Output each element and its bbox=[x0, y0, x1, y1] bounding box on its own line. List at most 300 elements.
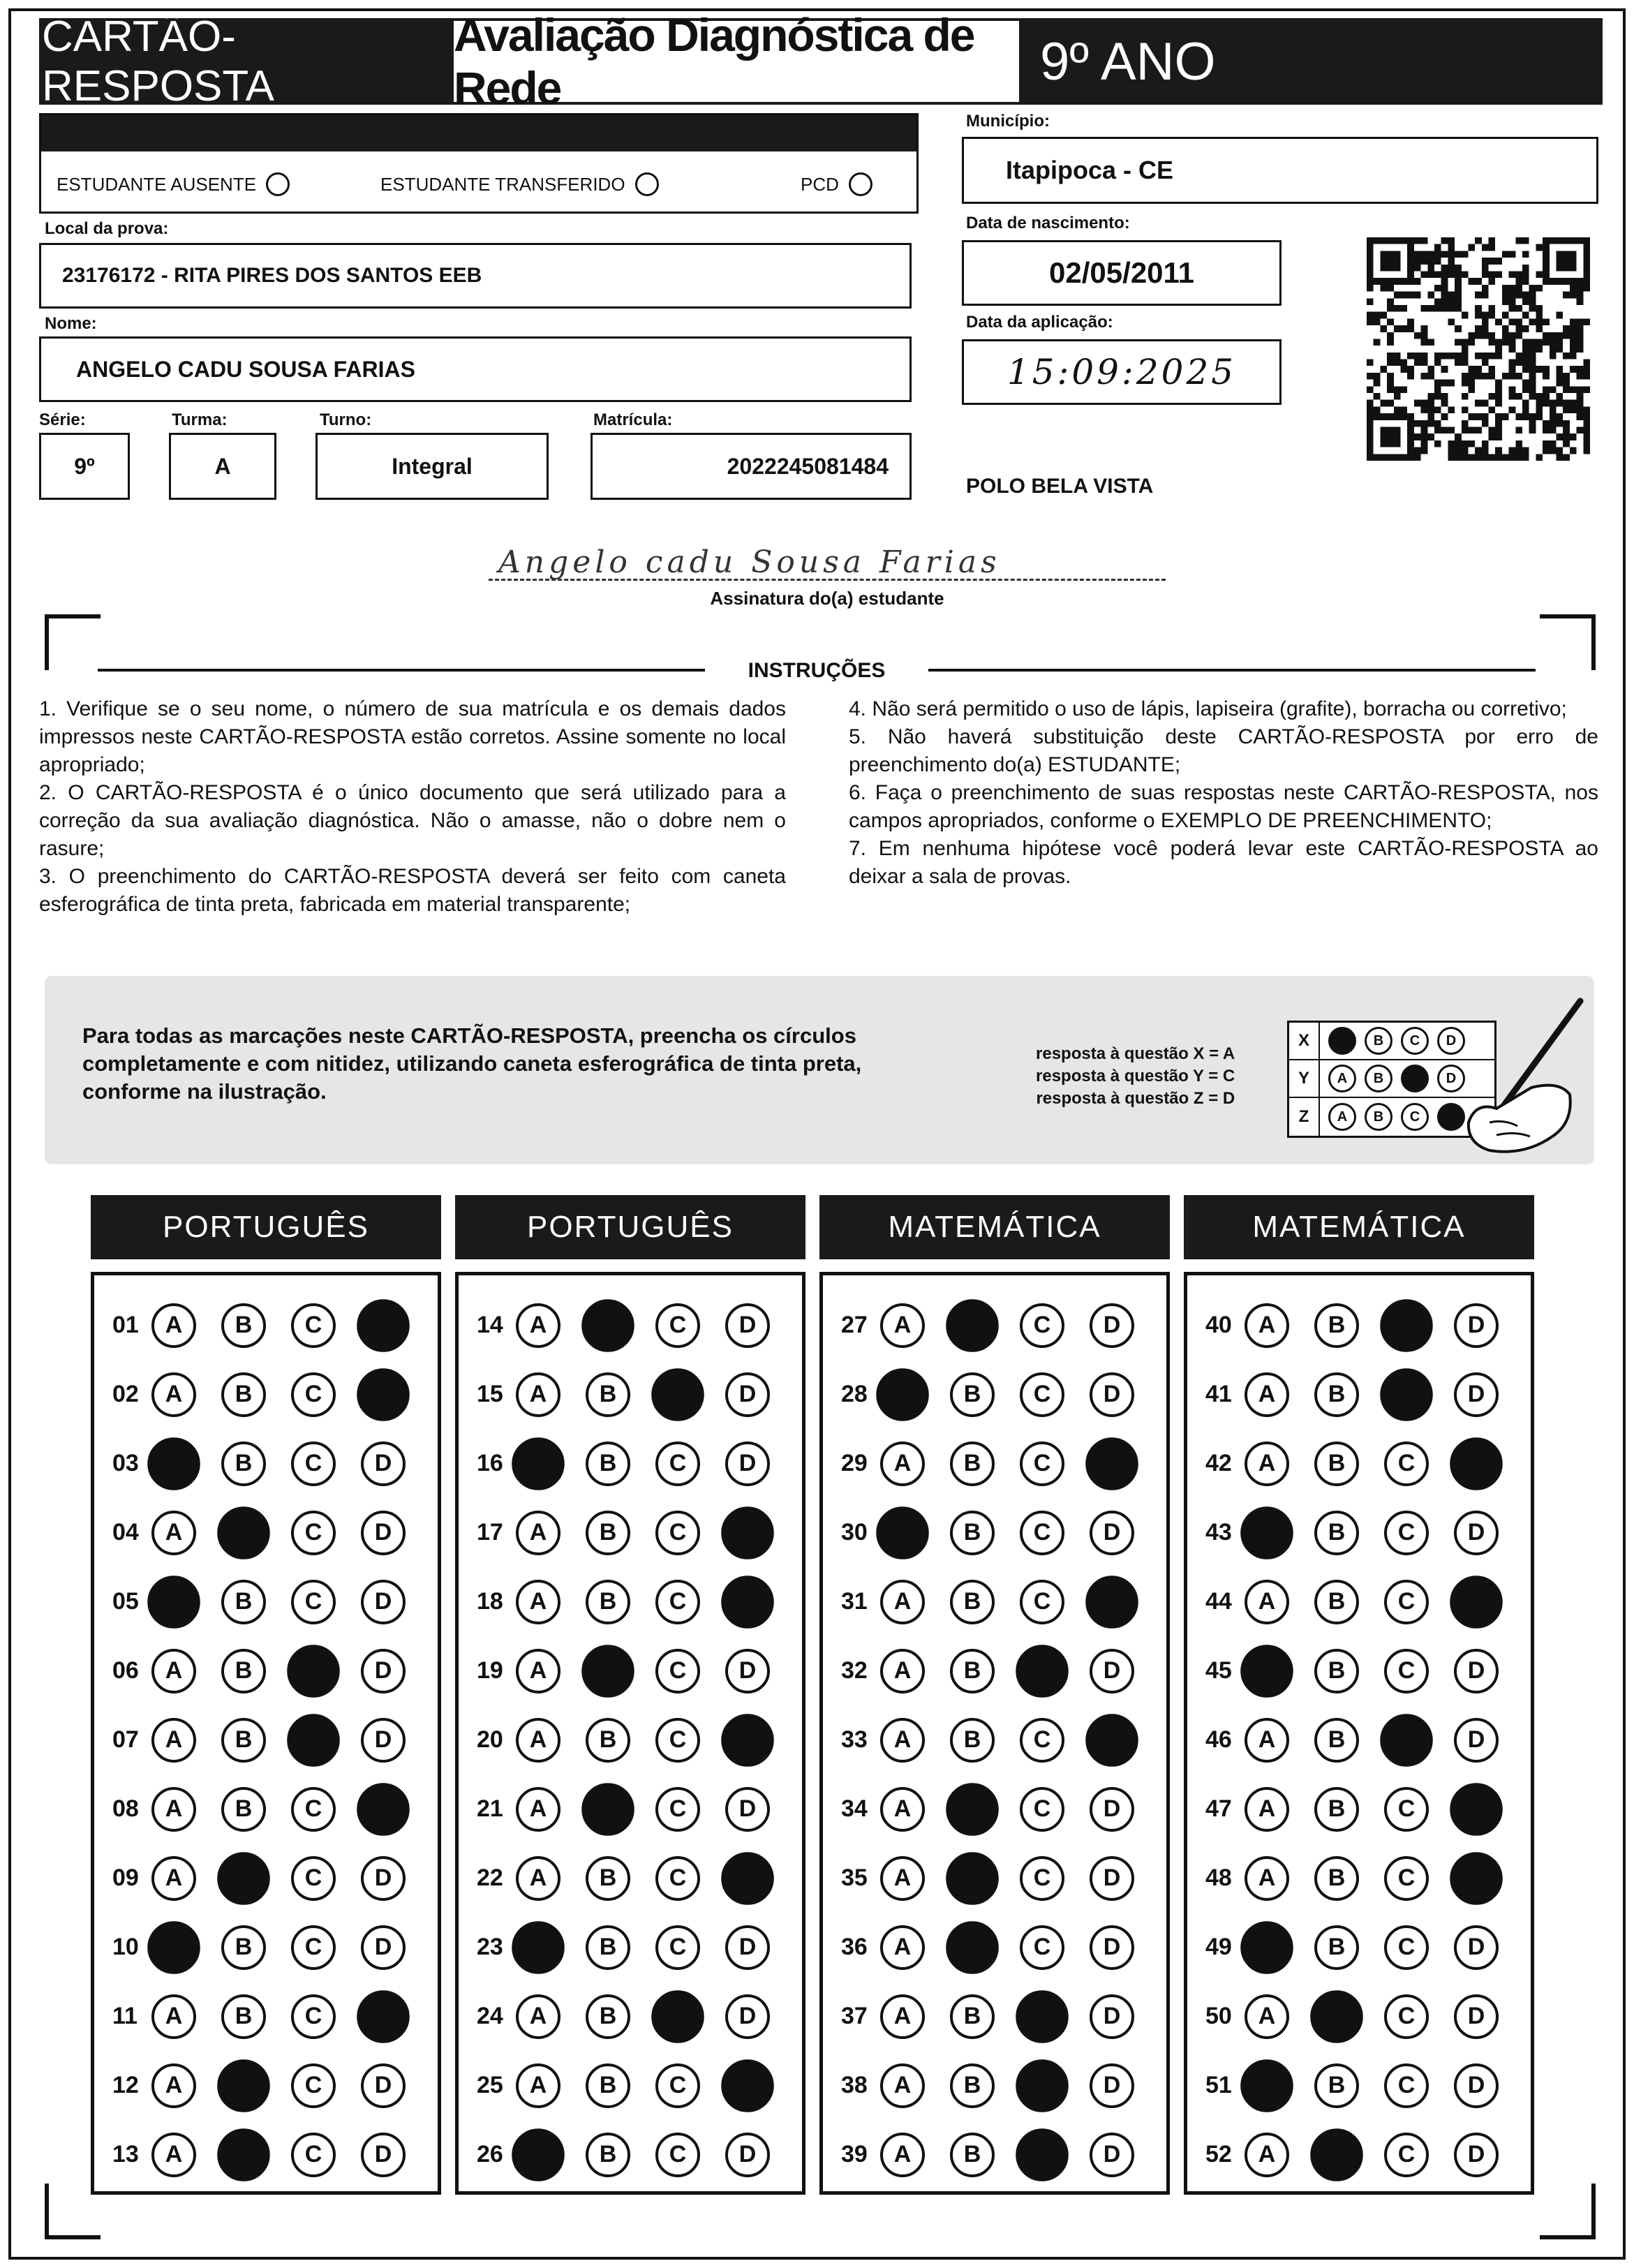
answer-bubble-a[interactable]: A bbox=[512, 1921, 565, 1974]
question-number: 47 bbox=[1205, 1795, 1232, 1822]
question-row bbox=[1187, 1567, 1531, 1636]
answer-bubble-a[interactable]: A bbox=[151, 1303, 196, 1348]
fill-example bbox=[45, 976, 1594, 1164]
column-title: PORTUGUÊS bbox=[455, 1195, 805, 1259]
question-number: 29 bbox=[841, 1450, 868, 1476]
answer-bubble-d[interactable]: D bbox=[725, 1649, 770, 1693]
answer-bubble-d[interactable]: D bbox=[721, 1506, 774, 1559]
answer-bubble-a[interactable]: A bbox=[516, 1718, 560, 1763]
answer-bubble-c[interactable]: C bbox=[1020, 1718, 1064, 1763]
answer-bubble-c[interactable]: C bbox=[287, 1714, 340, 1767]
question-number: 13 bbox=[112, 2141, 139, 2167]
status-absent[interactable] bbox=[57, 172, 290, 196]
question-number: 46 bbox=[1205, 1726, 1232, 1753]
answer-bubble-a[interactable]: A bbox=[151, 1511, 196, 1555]
answer-bubble-d[interactable]: D bbox=[1454, 1925, 1499, 1970]
answer-bubble-b[interactable]: B bbox=[586, 1925, 630, 1970]
answer-bubble-c[interactable]: C bbox=[291, 1303, 336, 1348]
answer-bubble-a[interactable]: A bbox=[516, 1994, 560, 2039]
answer-bubble-c[interactable]: C bbox=[655, 1580, 700, 1624]
answer-bubble-a[interactable]: A bbox=[880, 1787, 925, 1832]
question-row bbox=[1187, 1774, 1531, 1844]
column-title: MATEMÁTICA bbox=[819, 1195, 1170, 1259]
question-row bbox=[459, 1429, 802, 1498]
answer-bubble-a[interactable]: A bbox=[880, 2063, 925, 2108]
answer-bubble-b[interactable]: B bbox=[1314, 1787, 1359, 1832]
answer-bubble-a[interactable]: A bbox=[1245, 1994, 1289, 2039]
answer-bubble-a[interactable]: A bbox=[516, 1649, 560, 1693]
status-transferred-label: ESTUDANTE TRANSFERIDO bbox=[380, 173, 625, 195]
question-number: 16 bbox=[477, 1450, 503, 1476]
answer-bubble-d[interactable]: D bbox=[1090, 1649, 1134, 1693]
answer-bubble-d[interactable]: D bbox=[1090, 1856, 1134, 1901]
answer-bubble-d[interactable]: D bbox=[1090, 1372, 1134, 1417]
answer-bubble-b[interactable]: B bbox=[221, 1441, 266, 1486]
instructions-title: INSTRUÇÕES bbox=[705, 659, 928, 683]
answer-bubble-c[interactable]: C bbox=[655, 1856, 700, 1901]
question-number: 49 bbox=[1205, 1934, 1232, 1960]
answer-bubble-d[interactable]: D bbox=[1450, 1437, 1503, 1490]
answer-bubble-b[interactable]: B bbox=[217, 2059, 270, 2112]
answer-bubble-a[interactable]: A bbox=[151, 1787, 196, 1832]
answer-bubble-a[interactable]: A bbox=[151, 1994, 196, 2039]
answer-bubble-c[interactable]: C bbox=[1020, 1787, 1064, 1832]
answer-bubble-b[interactable]: B bbox=[586, 1511, 630, 1555]
hand-with-pen-icon bbox=[1448, 997, 1587, 1157]
answer-bubble-b[interactable]: B bbox=[581, 1645, 634, 1698]
answer-bubble-c[interactable]: C bbox=[291, 2063, 336, 2108]
answer-bubble-c[interactable]: C bbox=[1380, 1299, 1433, 1352]
question-number: 48 bbox=[1205, 1865, 1232, 1891]
answer-bubble-a[interactable]: A bbox=[151, 2133, 196, 2177]
answer-bubble-b[interactable]: B bbox=[221, 1580, 266, 1624]
answer-bubble-d[interactable]: D bbox=[725, 1372, 770, 1417]
question-number: 17 bbox=[477, 1519, 503, 1546]
answer-bubble-d[interactable]: D bbox=[361, 1925, 406, 1970]
answer-bubble-d[interactable]: D bbox=[1454, 1994, 1499, 2039]
answer-bubble-b[interactable]: B bbox=[586, 1580, 630, 1624]
answer-bubble-d[interactable]: D bbox=[361, 1580, 406, 1624]
answer-bubble-b[interactable]: B bbox=[1310, 2128, 1363, 2181]
aplicacao-label: Data da aplicação: bbox=[966, 313, 1113, 332]
answer-bubble-a[interactable]: A bbox=[516, 1303, 560, 1348]
answer-bubble-a[interactable]: A bbox=[516, 1787, 560, 1832]
answer-column bbox=[1184, 1195, 1534, 2195]
header-grade: 9º ANO bbox=[1040, 31, 1216, 91]
question-row bbox=[459, 1982, 802, 2051]
header-exam-name: Avaliação Diagnóstica de Rede bbox=[454, 21, 1019, 102]
answer-bubble-a[interactable]: A bbox=[880, 2133, 925, 2177]
answer-bubble-d[interactable]: D bbox=[721, 1576, 774, 1629]
answer-bubble-b[interactable]: B bbox=[581, 1299, 634, 1352]
answer-bubble-b[interactable]: B bbox=[221, 1925, 266, 1970]
answer-bubble-c[interactable]: C bbox=[1016, 2128, 1069, 2181]
answer-bubble-b[interactable]: B bbox=[1314, 1372, 1359, 1417]
question-number: 11 bbox=[112, 2003, 138, 2029]
answer-bubble-c[interactable]: C bbox=[1384, 1441, 1429, 1486]
answer-bubble-c[interactable]: C bbox=[1020, 1925, 1064, 1970]
answer-bubble-c[interactable]: C bbox=[291, 1580, 336, 1624]
question-number: 08 bbox=[112, 1795, 139, 1822]
example-bubble-a: A bbox=[1328, 1027, 1356, 1055]
answer-bubble-c[interactable]: C bbox=[291, 1787, 336, 1832]
answer-bubble-b[interactable]: B bbox=[950, 2063, 995, 2108]
answer-bubble-b[interactable]: B bbox=[586, 2133, 630, 2177]
answer-bubble-d[interactable]: D bbox=[725, 1441, 770, 1486]
answer-bubble-d[interactable]: D bbox=[1450, 1783, 1503, 1836]
example-row-label: Y bbox=[1289, 1060, 1320, 1097]
answer-bubble-b[interactable]: B bbox=[581, 1783, 634, 1836]
answer-bubble-d[interactable]: D bbox=[1090, 1303, 1134, 1348]
answer-bubble-d[interactable]: D bbox=[1454, 1372, 1499, 1417]
example-bubble-c: C bbox=[1401, 1027, 1429, 1055]
answer-bubble-c[interactable]: C bbox=[1384, 1649, 1429, 1693]
answer-bubble-d[interactable]: D bbox=[725, 1303, 770, 1348]
question-row bbox=[459, 1360, 802, 1429]
question-number: 40 bbox=[1205, 1312, 1232, 1338]
answer-bubble-c[interactable]: C bbox=[1016, 1990, 1069, 2043]
answer-bubble-a[interactable]: A bbox=[1245, 1580, 1289, 1624]
answer-bubble-a[interactable]: A bbox=[876, 1368, 929, 1421]
answer-bubble-c[interactable]: C bbox=[1384, 2063, 1429, 2108]
answer-bubble-b[interactable]: B bbox=[950, 1994, 995, 2039]
answer-bubble-c[interactable]: C bbox=[655, 1925, 700, 1970]
column-body bbox=[819, 1272, 1170, 2195]
question-number: 30 bbox=[841, 1519, 868, 1546]
question-number: 15 bbox=[477, 1381, 503, 1407]
answer-bubble-a[interactable]: A bbox=[516, 2063, 560, 2108]
question-number: 52 bbox=[1205, 2141, 1232, 2167]
answer-bubble-c[interactable]: C bbox=[1020, 1580, 1064, 1624]
answer-bubble-d[interactable]: D bbox=[1085, 1437, 1138, 1490]
answer-bubble-b[interactable]: B bbox=[1314, 2063, 1359, 2108]
nome-field: ANGELO CADU SOUSA FARIAS bbox=[39, 336, 912, 402]
answer-bubble-d[interactable]: D bbox=[1090, 2133, 1134, 2177]
example-key-z: resposta à questão Z = D bbox=[1036, 1089, 1235, 1108]
corner-mark-tl bbox=[45, 614, 101, 670]
header-bar bbox=[39, 9, 1603, 114]
answer-bubble-b[interactable]: B bbox=[586, 1441, 630, 1486]
column-title: MATEMÁTICA bbox=[1184, 1195, 1534, 1259]
answer-bubble-d[interactable]: D bbox=[357, 1299, 410, 1352]
answer-bubble-d[interactable]: D bbox=[725, 2133, 770, 2177]
nascimento-label: Data de nascimento: bbox=[966, 214, 1130, 232]
answer-bubble-a[interactable]: A bbox=[1240, 1921, 1293, 1974]
answer-bubble-a[interactable]: A bbox=[151, 1718, 196, 1763]
answer-bubble-b[interactable]: B bbox=[946, 1299, 999, 1352]
example-key-y: resposta à questão Y = C bbox=[1036, 1067, 1235, 1085]
answer-bubble-b[interactable]: B bbox=[586, 1372, 630, 1417]
absent-bubble[interactable] bbox=[266, 172, 290, 196]
answer-bubble-b[interactable]: B bbox=[1314, 1856, 1359, 1901]
answer-bubble-d[interactable]: D bbox=[725, 1787, 770, 1832]
answer-bubble-d[interactable]: D bbox=[357, 1783, 410, 1836]
answer-bubble-b[interactable]: B bbox=[950, 1372, 995, 1417]
question-number: 42 bbox=[1205, 1450, 1232, 1476]
question-row bbox=[823, 1291, 1166, 1360]
answer-bubble-b[interactable]: B bbox=[217, 1506, 270, 1559]
answer-bubble-a[interactable]: A bbox=[880, 1856, 925, 1901]
answer-bubble-d[interactable]: D bbox=[361, 1441, 406, 1486]
answer-bubble-d[interactable]: D bbox=[1454, 2133, 1499, 2177]
answer-bubble-c[interactable]: C bbox=[1380, 1368, 1433, 1421]
question-row bbox=[823, 1636, 1166, 1705]
answer-bubble-c[interactable]: C bbox=[655, 2133, 700, 2177]
answer-bubble-b[interactable]: B bbox=[1314, 1925, 1359, 1970]
answer-bubble-b[interactable]: B bbox=[221, 1649, 266, 1693]
question-row bbox=[823, 1844, 1166, 1913]
answer-bubble-d[interactable]: D bbox=[1085, 1714, 1138, 1767]
answer-bubble-b[interactable]: B bbox=[946, 1852, 999, 1905]
answer-bubble-b[interactable]: B bbox=[950, 1441, 995, 1486]
answer-bubble-b[interactable]: B bbox=[1314, 1649, 1359, 1693]
answer-bubble-b[interactable]: B bbox=[1314, 1511, 1359, 1555]
answer-bubble-a[interactable]: A bbox=[151, 1372, 196, 1417]
question-row bbox=[1187, 1498, 1531, 1567]
question-row bbox=[459, 2120, 802, 2189]
question-number: 41 bbox=[1205, 1381, 1232, 1407]
answer-bubble-a[interactable]: A bbox=[880, 1441, 925, 1486]
answer-bubble-d[interactable]: D bbox=[1090, 1787, 1134, 1832]
answer-bubble-c[interactable]: C bbox=[1384, 2133, 1429, 2177]
answer-bubble-d[interactable]: D bbox=[361, 1511, 406, 1555]
answer-bubble-a[interactable]: A bbox=[516, 1372, 560, 1417]
answer-bubble-a[interactable]: A bbox=[880, 1994, 925, 2039]
status-transferred[interactable] bbox=[380, 172, 659, 196]
column-body bbox=[455, 1272, 805, 2195]
answer-bubble-c[interactable]: C bbox=[1384, 1994, 1429, 2039]
question-row bbox=[823, 1498, 1166, 1567]
answer-bubble-b[interactable]: B bbox=[950, 1718, 995, 1763]
answer-bubble-b[interactable]: B bbox=[1310, 1990, 1363, 2043]
example-bubble-c: C bbox=[1401, 1065, 1429, 1092]
answer-bubble-d[interactable]: D bbox=[1454, 1303, 1499, 1348]
answer-bubble-a[interactable]: A bbox=[151, 1649, 196, 1693]
answer-bubble-d[interactable]: D bbox=[721, 2059, 774, 2112]
answer-bubble-a[interactable]: A bbox=[1245, 1303, 1289, 1348]
answer-bubble-c[interactable]: C bbox=[291, 1372, 336, 1417]
serie-field: 9º bbox=[39, 433, 130, 500]
answer-bubble-b[interactable]: B bbox=[217, 2128, 270, 2181]
answer-bubble-d[interactable]: D bbox=[1454, 2063, 1499, 2108]
answer-bubble-c[interactable]: C bbox=[291, 2133, 336, 2177]
answer-bubble-c[interactable]: C bbox=[1016, 1645, 1069, 1698]
answer-bubble-a[interactable]: A bbox=[880, 1925, 925, 1970]
answer-bubble-d[interactable]: D bbox=[1090, 1994, 1134, 2039]
answer-bubble-c[interactable]: C bbox=[1020, 1856, 1064, 1901]
answer-bubble-c[interactable]: C bbox=[1380, 1714, 1433, 1767]
answer-bubble-a[interactable]: A bbox=[147, 1921, 200, 1974]
question-row bbox=[823, 1774, 1166, 1844]
answer-bubble-d[interactable]: D bbox=[357, 1368, 410, 1421]
answer-bubble-b[interactable]: B bbox=[217, 1852, 270, 1905]
pcd-bubble[interactable] bbox=[849, 172, 872, 196]
answer-bubble-a[interactable]: A bbox=[512, 2128, 565, 2181]
answer-bubble-b[interactable]: B bbox=[586, 1994, 630, 2039]
answer-bubble-d[interactable]: D bbox=[721, 1852, 774, 1905]
question-number: 27 bbox=[841, 1312, 868, 1338]
answer-bubble-d[interactable]: D bbox=[361, 1856, 406, 1901]
matricula-field: 2022245081484 bbox=[591, 433, 912, 500]
question-row bbox=[94, 1360, 438, 1429]
question-row bbox=[94, 1982, 438, 2051]
question-number: 19 bbox=[477, 1657, 503, 1684]
transferred-bubble[interactable] bbox=[635, 172, 659, 196]
answer-bubble-c[interactable]: C bbox=[655, 1649, 700, 1693]
answer-bubble-b[interactable]: B bbox=[946, 1783, 999, 1836]
question-row bbox=[459, 1567, 802, 1636]
student-signature: Angelo cadu Sousa Farias bbox=[489, 544, 1166, 581]
answer-bubble-b[interactable]: B bbox=[221, 1303, 266, 1348]
answer-bubble-c[interactable]: C bbox=[1020, 1303, 1064, 1348]
answer-bubble-b[interactable]: B bbox=[1314, 1303, 1359, 1348]
answer-bubble-b[interactable]: B bbox=[221, 1994, 266, 2039]
question-row bbox=[823, 2120, 1166, 2189]
answer-bubble-c[interactable]: C bbox=[655, 2063, 700, 2108]
answer-bubble-a[interactable]: A bbox=[1245, 1372, 1289, 1417]
answer-bubble-a[interactable]: A bbox=[880, 1303, 925, 1348]
answer-bubble-c[interactable]: C bbox=[291, 1511, 336, 1555]
answer-bubble-a[interactable]: A bbox=[1245, 1718, 1289, 1763]
status-pcd[interactable] bbox=[801, 172, 872, 196]
corner-mark-br bbox=[1540, 2184, 1596, 2239]
question-number: 18 bbox=[477, 1588, 503, 1615]
question-row bbox=[823, 1705, 1166, 1774]
answer-bubble-a[interactable]: A bbox=[1240, 2059, 1293, 2112]
answer-bubble-a[interactable]: A bbox=[880, 1649, 925, 1693]
example-bubble-b: B bbox=[1365, 1103, 1392, 1131]
answer-bubble-c[interactable]: C bbox=[1384, 1787, 1429, 1832]
example-bubble-d: D bbox=[1437, 1065, 1465, 1092]
answer-bubble-d[interactable]: D bbox=[357, 1990, 410, 2043]
answer-bubble-c[interactable]: C bbox=[1020, 1372, 1064, 1417]
answer-bubble-b[interactable]: B bbox=[1314, 1580, 1359, 1624]
question-number: 33 bbox=[841, 1726, 868, 1753]
question-row bbox=[823, 1429, 1166, 1498]
answer-bubble-c[interactable]: C bbox=[291, 1441, 336, 1486]
status-bar bbox=[41, 115, 916, 151]
answer-bubble-b[interactable]: B bbox=[1314, 1718, 1359, 1763]
question-row bbox=[459, 1844, 802, 1913]
answer-bubble-b[interactable]: B bbox=[946, 1921, 999, 1974]
example-row-label: X bbox=[1289, 1023, 1320, 1059]
answer-bubble-d[interactable]: D bbox=[1454, 1718, 1499, 1763]
nascimento-field: 02/05/2011 bbox=[962, 240, 1282, 306]
question-row bbox=[94, 1636, 438, 1705]
answer-bubble-c[interactable]: C bbox=[1016, 2059, 1069, 2112]
answer-bubble-a[interactable]: A bbox=[1245, 1441, 1289, 1486]
answer-bubble-c[interactable]: C bbox=[651, 1368, 704, 1421]
question-row bbox=[94, 2120, 438, 2189]
question-row bbox=[459, 1636, 802, 1705]
answer-bubble-c[interactable]: C bbox=[1020, 1511, 1064, 1555]
question-number: 38 bbox=[841, 2072, 868, 2098]
question-number: 05 bbox=[112, 1588, 139, 1615]
answer-bubble-c[interactable]: C bbox=[287, 1645, 340, 1698]
answer-bubble-b[interactable]: B bbox=[950, 1580, 995, 1624]
answer-bubble-b[interactable]: B bbox=[221, 1787, 266, 1832]
answer-bubble-d[interactable]: D bbox=[721, 1714, 774, 1767]
answer-bubble-a[interactable]: A bbox=[516, 1856, 560, 1901]
answer-bubble-c[interactable]: C bbox=[655, 1718, 700, 1763]
answer-bubble-b[interactable]: B bbox=[950, 1511, 995, 1555]
answer-bubble-b[interactable]: B bbox=[221, 1372, 266, 1417]
answer-bubble-c[interactable]: C bbox=[655, 1511, 700, 1555]
answer-bubble-c[interactable]: C bbox=[1020, 1441, 1064, 1486]
answer-bubble-c[interactable]: C bbox=[655, 1441, 700, 1486]
status-absent-label: ESTUDANTE AUSENTE bbox=[57, 173, 257, 195]
matricula-label: Matrícula: bbox=[593, 410, 673, 429]
answer-bubble-c[interactable]: C bbox=[1384, 1925, 1429, 1970]
answer-bubble-d[interactable]: D bbox=[1090, 1925, 1134, 1970]
example-bubble-c: C bbox=[1401, 1103, 1429, 1131]
answer-bubble-d[interactable]: D bbox=[725, 1994, 770, 2039]
answer-bubble-c[interactable]: C bbox=[651, 1990, 704, 2043]
question-number: 04 bbox=[112, 1519, 139, 1546]
answer-bubble-a[interactable]: A bbox=[876, 1506, 929, 1559]
answer-bubble-a[interactable]: A bbox=[1245, 2133, 1289, 2177]
answer-bubble-a[interactable]: A bbox=[1245, 1856, 1289, 1901]
answer-bubble-b[interactable]: B bbox=[950, 2133, 995, 2177]
answer-bubble-a[interactable]: A bbox=[147, 1576, 200, 1629]
answer-bubble-d[interactable]: D bbox=[361, 2063, 406, 2108]
question-number: 35 bbox=[841, 1865, 868, 1891]
answer-bubble-b[interactable]: B bbox=[586, 1856, 630, 1901]
question-number: 02 bbox=[112, 1381, 139, 1407]
answer-bubble-c[interactable]: C bbox=[291, 1994, 336, 2039]
answer-bubble-b[interactable]: B bbox=[950, 1649, 995, 1693]
answer-bubble-b[interactable]: B bbox=[586, 1718, 630, 1763]
answer-bubble-d[interactable]: D bbox=[361, 2133, 406, 2177]
answer-bubble-a[interactable]: A bbox=[880, 1580, 925, 1624]
answer-bubble-a[interactable]: A bbox=[1240, 1645, 1293, 1698]
answer-bubble-c[interactable]: C bbox=[655, 1303, 700, 1348]
answer-bubble-d[interactable]: D bbox=[1090, 1511, 1134, 1555]
answer-bubble-a[interactable]: A bbox=[516, 1511, 560, 1555]
answer-bubble-c[interactable]: C bbox=[655, 1787, 700, 1832]
answer-bubble-a[interactable]: A bbox=[516, 1580, 560, 1624]
answer-bubble-b[interactable]: B bbox=[586, 2063, 630, 2108]
answer-bubble-a[interactable]: A bbox=[880, 1718, 925, 1763]
answer-bubble-a[interactable]: A bbox=[512, 1437, 565, 1490]
answer-bubble-a[interactable]: A bbox=[1245, 1787, 1289, 1832]
answer-bubble-b[interactable]: B bbox=[1314, 1441, 1359, 1486]
answer-bubble-a[interactable]: A bbox=[147, 1437, 200, 1490]
answer-bubble-d[interactable]: D bbox=[1450, 1852, 1503, 1905]
answer-bubble-a[interactable]: A bbox=[1240, 1506, 1293, 1559]
answer-bubble-d[interactable]: D bbox=[1085, 1576, 1138, 1629]
question-row bbox=[823, 1360, 1166, 1429]
answer-bubble-d[interactable]: D bbox=[725, 1925, 770, 1970]
answer-bubble-c[interactable]: C bbox=[291, 1856, 336, 1901]
answer-bubble-c[interactable]: C bbox=[1384, 1511, 1429, 1555]
answer-bubble-c[interactable]: C bbox=[291, 1925, 336, 1970]
question-row bbox=[1187, 1844, 1531, 1913]
answer-bubble-a[interactable]: A bbox=[151, 2063, 196, 2108]
answer-bubble-d[interactable]: D bbox=[361, 1718, 406, 1763]
example-bubble-a: A bbox=[1328, 1065, 1356, 1092]
answer-bubble-d[interactable]: D bbox=[361, 1649, 406, 1693]
answer-column bbox=[819, 1195, 1170, 2195]
answer-bubble-d[interactable]: D bbox=[1090, 2063, 1134, 2108]
answer-bubble-a[interactable]: A bbox=[151, 1856, 196, 1901]
answer-bubble-c[interactable]: C bbox=[1384, 1580, 1429, 1624]
answer-bubble-c[interactable]: C bbox=[1384, 1856, 1429, 1901]
answer-bubble-d[interactable]: D bbox=[1454, 1649, 1499, 1693]
answer-bubble-d[interactable]: D bbox=[1450, 1576, 1503, 1629]
answer-bubble-b[interactable]: B bbox=[221, 1718, 266, 1763]
answer-bubble-d[interactable]: D bbox=[1454, 1511, 1499, 1555]
